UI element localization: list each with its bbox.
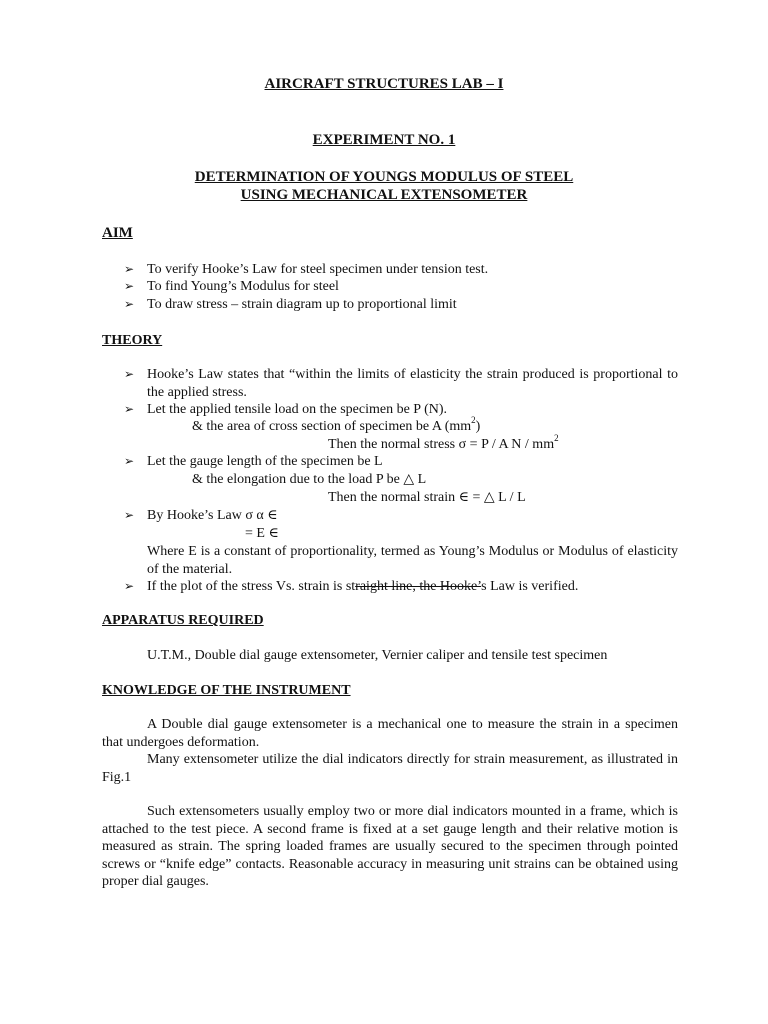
knowledge-paragraph-2: Many extensometer utilize the dial indicators directly for strain measurement, as illustrated in Fig.1	[102, 752, 678, 785]
aim-item	[126, 296, 678, 314]
arrow-bullet-icon: ➢	[124, 402, 135, 416]
knowledge-heading: KNOWLEDGE OF THE INSTRUMENT	[102, 683, 351, 698]
apparatus-heading: APPARATUS REQUIRED	[102, 613, 264, 628]
theory-item-load	[126, 401, 678, 419]
area-text: & the area of cross section of specimen be A (mm	[192, 419, 472, 434]
theory-item-text: Let the applied tensile load on the specimen be P (N).	[147, 402, 448, 417]
aim-item-text: To draw stress – strain diagram up to proportional limit	[147, 297, 457, 312]
theory-heading: THEORY	[102, 333, 163, 348]
knowledge-paragraph-1: A Double dial gauge extensometer is a mechanical one to measure the strain in a specimen that undergoes deformation.	[102, 717, 678, 750]
arrow-bullet-icon: ➢	[124, 454, 135, 468]
theory-item-hookes-law	[126, 366, 678, 401]
stress-line	[328, 433, 559, 454]
aim-item-text: To verify Hooke’s Law for steel specimen under tension test.	[147, 262, 489, 277]
area-sup: 2	[471, 415, 476, 426]
aim-heading: AIM	[102, 225, 133, 241]
verification-strikethrough: raight line, the Hooke’	[355, 579, 482, 594]
theory-item-text: Let the gauge length of the specimen be L	[147, 454, 383, 469]
experiment-number: EXPERIMENT NO. 1	[312, 132, 456, 148]
arrow-bullet-icon: ➢	[124, 367, 135, 381]
equation-line: = E ∈	[245, 526, 279, 541]
aim-item	[126, 261, 678, 279]
experiment-title-line1: DETERMINATION OF YOUNGS MODULUS OF STEEL	[194, 169, 574, 185]
arrow-bullet-icon: ➢	[124, 279, 135, 293]
theory-item-verification	[126, 578, 678, 596]
verification-text-b: s Law is verified.	[481, 579, 579, 594]
theory-item-gauge	[126, 453, 678, 471]
verification-text-a: If the plot of the stress Vs. strain is st	[147, 579, 356, 594]
arrow-bullet-icon: ➢	[124, 579, 135, 593]
knowledge-paragraph-3: Such extensometers usually employ two or more dial indicators mounted in a frame, which is attached to the test piece. A second frame is fixed at a set gauge length and their relative motion is measured as strain. The spring loaded frames are usually secured to the specimen through pointed screws or “knife edge” contacts. Reasonable accuracy in measuring unit strains can be obtained using proper dial gauges.	[102, 804, 678, 889]
stress-text: Then the normal stress σ = P / A N / mm	[328, 437, 555, 452]
apparatus-text: U.T.M., Double dial gauge extensometer, Vernier caliper and tensile test specimen	[147, 648, 608, 663]
elongation-line: & the elongation due to the load P be △ L	[192, 472, 427, 487]
strain-line: Then the normal strain ∈ = △ L / L	[328, 490, 526, 505]
experiment-title-line2: USING MECHANICAL EXTENSOMETER	[240, 187, 528, 203]
stress-sup: 2	[554, 433, 559, 444]
theory-item-text	[147, 578, 678, 596]
aim-item-text: To find Young’s Modulus for steel	[147, 279, 339, 294]
arrow-bullet-icon: ➢	[124, 508, 135, 522]
area-line	[192, 415, 481, 436]
arrow-bullet-icon: ➢	[124, 297, 135, 311]
aim-item	[126, 278, 678, 296]
youngs-modulus-definition: Where E is a constant of proportionality, termed as Young’s Modulus or Modulus of elasticity of the material.	[147, 544, 678, 577]
arrow-bullet-icon: ➢	[124, 262, 135, 276]
theory-item-text: By Hooke’s Law σ α ∈	[147, 508, 278, 523]
area-end: )	[475, 419, 481, 434]
theory-item-proportionality	[126, 507, 678, 525]
lab-title: AIRCRAFT STRUCTURES LAB – I	[264, 76, 504, 92]
theory-item-text: Hooke’s Law states that “within the limits of elasticity the strain produced is proportional to the applied stress.	[147, 367, 678, 400]
